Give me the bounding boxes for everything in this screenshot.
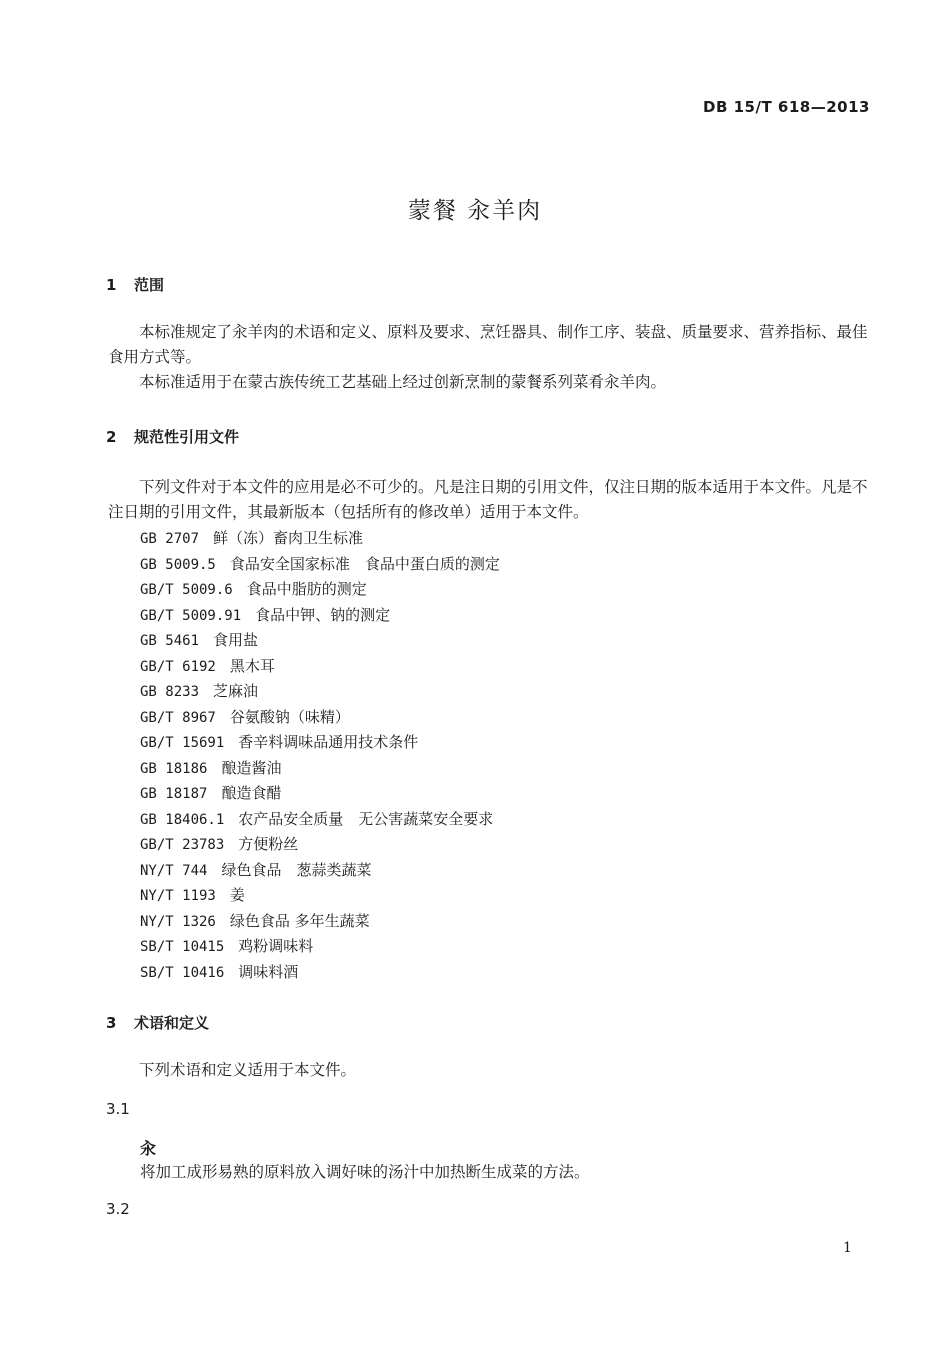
reference-item: [140, 934, 500, 960]
reference-item: [140, 628, 500, 654]
reference-title: 食品安全国家标准 食品中蛋白质的测定: [229, 554, 500, 573]
reference-item: [140, 858, 500, 884]
document-title: 蒙餐 汆羊肉: [407, 198, 543, 224]
reference-title: 酿造酱油: [221, 758, 282, 777]
page-number: 1: [843, 1240, 852, 1256]
section-number: 1: [106, 276, 117, 294]
section-1-heading: [106, 274, 164, 295]
reference-code: NY/T 1326: [140, 913, 216, 930]
reference-title: 鸡粉调味料: [238, 937, 314, 955]
reference-code: GB/T 5009.91: [140, 607, 242, 624]
reference-item: [140, 730, 500, 756]
reference-code: GB 18406.1: [140, 811, 225, 828]
scope-paragraph-1: 本标准规定了汆羊肉的术语和定义、原料及要求、烹饪器具、制作工序、装盘、质量要求、营养指标、最佳食用方式等。: [108, 323, 868, 366]
reference-title: 鲜（冻）畜肉卫生标准: [213, 529, 364, 547]
terms-intro-paragraph: 下列术语和定义适用于本文件。: [139, 1061, 357, 1079]
reference-item: [140, 552, 500, 578]
reference-title: 绿色食品 多年生蔬菜: [229, 911, 370, 930]
term-name: 汆: [140, 1139, 157, 1158]
reference-code: GB/T 8967: [140, 709, 216, 726]
reference-item: [140, 705, 500, 731]
reference-code: GB/T 5009.6: [140, 582, 233, 598]
reference-item: [140, 832, 500, 858]
reference-code: NY/T 744: [140, 862, 208, 879]
reference-title: 芝麻油: [213, 682, 259, 700]
reference-item: [140, 960, 500, 986]
reference-item: [140, 603, 500, 629]
section-title: 规范性引用文件: [134, 428, 240, 446]
reference-code: GB 5461: [140, 633, 200, 649]
reference-title: 食品中钾、钠的测定: [255, 605, 391, 624]
reference-item: [140, 577, 500, 603]
reference-title: 调味料酒: [238, 962, 299, 981]
reference-title: 绿色食品 葱蒜类蔬菜: [221, 860, 372, 879]
reference-title: 香辛料调味品通用技术条件: [238, 733, 419, 751]
reference-code: GB 18187: [140, 786, 208, 802]
reference-code: NY/T 1193: [140, 888, 216, 904]
reference-title: 谷氨酸钠（味精）: [229, 707, 350, 726]
scope-paragraph-2: 本标准适用于在蒙古族传统工艺基础上经过创新烹制的蒙餐系列菜肴汆羊肉。: [139, 373, 667, 391]
section-number: 3: [106, 1014, 117, 1032]
reference-code: GB/T 6192: [140, 658, 216, 675]
reference-code: GB 2707: [140, 531, 200, 547]
reference-code: SB/T 10415: [140, 939, 225, 955]
reference-code: GB 8233: [140, 684, 200, 700]
reference-code: GB 18186: [140, 760, 208, 777]
reference-code: GB/T 23783: [140, 837, 225, 853]
clause-3-2-number: 3.2: [106, 1200, 130, 1218]
section-number: 2: [106, 428, 117, 446]
reference-item: [140, 756, 500, 782]
section-title: 术语和定义: [134, 1014, 210, 1032]
reference-title: 黑木耳: [229, 656, 275, 675]
clause-3-1-number: 3.1: [106, 1100, 130, 1118]
reference-title: 农产品安全质量 无公害蔬菜安全要求: [238, 809, 494, 828]
section-title: 范围: [134, 276, 165, 294]
reference-title: 食品中脂肪的测定: [246, 580, 367, 598]
term-definition: 将加工成形易熟的原料放入调好味的汤汁中加热断生成菜的方法。: [140, 1163, 590, 1181]
section-3-heading: [106, 1012, 209, 1033]
reference-title: 酿造食醋: [221, 784, 282, 802]
reference-item: [140, 526, 500, 552]
standard-code: DB 15/T 618—2013: [703, 98, 870, 116]
reference-code: GB/T 15691: [140, 735, 225, 751]
reference-code: GB 5009.5: [140, 556, 216, 573]
reference-item: [140, 654, 500, 680]
reference-item: [140, 781, 500, 807]
references-intro-paragraph: 下列文件对于本文件的应用是必不可少的。凡是注日期的引用文件，仅注日期的版本适用于本文件。凡是不注日期的引用文件，其最新版本（包括所有的修改单）适用于本文件。: [108, 478, 868, 521]
reference-item: [140, 909, 500, 935]
reference-item: [140, 807, 500, 833]
reference-item: [140, 883, 500, 909]
reference-title: 食用盐: [213, 631, 259, 649]
reference-code: SB/T 10416: [140, 964, 225, 981]
reference-item: [140, 679, 500, 705]
section-2-heading: [106, 426, 239, 447]
normative-references-list: [140, 526, 500, 985]
reference-title: 方便粉丝: [238, 835, 299, 853]
reference-title: 姜: [229, 886, 245, 904]
